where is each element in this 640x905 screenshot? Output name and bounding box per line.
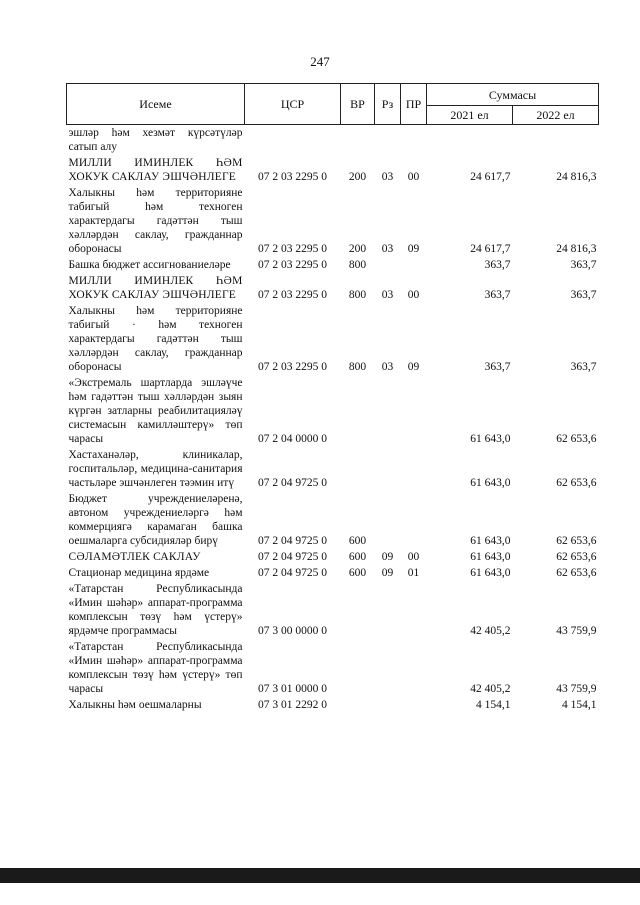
cell-rz: 03 [381,243,394,255]
cell-br: 200 [348,243,367,255]
header-br: ВР [341,84,375,125]
table-row [67,447,599,491]
cell-sum-2022: 4 154,1 [562,699,597,711]
table-row [67,491,599,549]
cell-rz [375,257,401,273]
cell-rz: 03 [381,171,394,183]
cell-sum-2021: 363,7 [484,259,511,271]
cell-sum-2022 [513,125,599,156]
table-row [67,375,599,447]
cell-sum-2021: 42 405,2 [470,683,511,695]
cell-csr: 07 2 04 9725 0 [258,551,327,563]
header-csr: ЦСР [245,84,341,125]
cell-rz: 03 [381,361,394,373]
cell-csr: 07 2 03 2295 0 [258,243,327,255]
cell-name: Стационар медицина ярдәме [68,567,210,579]
cell-br: 800 [348,361,367,373]
cell-br [341,639,375,697]
header-name: Исеме [67,84,245,125]
cell-pr: 09 [407,361,420,373]
cell-sum-2021: 24 617,7 [470,243,511,255]
cell-sum-2022: 43 759,9 [556,625,597,637]
table-row [67,549,599,565]
cell-br [341,375,375,447]
cell-pr [401,125,427,156]
cell-name: эшләр һәм хезмәт күрсәтүләр сатып алу [68,127,243,153]
table-row [67,565,599,581]
cell-name: Халыкны һәм территорияне табигый һәм техноген характердагы гадәттән тыш хәлләрдән саклау, гражданнар оборонасы [68,187,243,255]
cell-pr: 01 [407,567,420,579]
cell-name: «Экстремаль шартларда эшләүче һәм гадәттән тыш хәлләрдән зыян күргән затларны реабилитацияләү системасын камилләштерү» төп чарасы [68,377,243,445]
header-rz: Рз [375,84,401,125]
cell-sum-2021 [427,125,513,156]
cell-rz: 09 [381,551,394,563]
cell-csr [245,125,341,156]
cell-csr: 07 2 03 2295 0 [258,259,327,271]
cell-csr: 07 3 01 0000 0 [258,683,327,695]
cell-rz [375,125,401,156]
page-number: 247 [310,54,330,69]
cell-sum-2021: 61 643,0 [470,551,511,563]
cell-pr [401,375,427,447]
cell-name: «Татарстан Республикасында «Имин шәһәр» аппарат-программа комплексын төзү һәм үстерү» ярдәмче программасы [68,583,243,637]
table-row [67,303,599,375]
budget-table [66,83,599,713]
cell-rz [375,491,401,549]
cell-sum-2022: 62 653,6 [556,433,597,445]
cell-br: 200 [348,171,367,183]
cell-br: 600 [348,535,367,547]
table-row [67,185,599,257]
table-row [67,257,599,273]
cell-name: Бюджет учреждениеләренә, автоном учреждениеләргә һәм коммерциягә карамаган башка оешмаларга субсидияләр бирү [68,493,243,547]
cell-pr: 00 [407,551,420,563]
table-row [67,581,599,639]
cell-sum-2021: 4 154,1 [476,699,511,711]
cell-name: МИЛЛИ ИМИНЛЕК ҺӘМ ХОКУК САКЛАУ ЭШЧӘНЛЕГЕ [68,275,243,301]
cell-csr: 07 2 03 2295 0 [258,171,327,183]
cell-csr: 07 2 03 2295 0 [258,361,327,373]
cell-pr [401,447,427,491]
cell-br: 800 [348,259,367,271]
cell-csr: 07 2 04 0000 0 [258,433,327,445]
cell-rz: 03 [381,289,394,301]
cell-br: 800 [348,289,367,301]
cell-pr [401,697,427,713]
cell-br [341,697,375,713]
cell-rz [375,697,401,713]
table-row [67,697,599,713]
cell-rz: 09 [381,567,394,579]
scan-edge-bar [0,868,640,883]
cell-br [341,581,375,639]
header-sums: Суммасы [427,84,599,106]
cell-rz [375,447,401,491]
cell-sum-2022: 363,7 [570,361,597,373]
table-row [67,639,599,697]
cell-sum-2021: 61 643,0 [470,567,511,579]
cell-sum-2022: 363,7 [570,289,597,301]
cell-sum-2021: 363,7 [484,289,511,301]
cell-csr: 07 3 01 2292 0 [258,699,327,711]
cell-br: 600 [348,567,367,579]
cell-sum-2021: 61 643,0 [470,477,511,489]
cell-csr: 07 2 04 9725 0 [258,477,327,489]
cell-csr: 07 2 04 9725 0 [258,535,327,547]
cell-br: 600 [348,551,367,563]
cell-br [341,447,375,491]
cell-rz [375,375,401,447]
cell-pr [401,257,427,273]
cell-pr [401,581,427,639]
cell-sum-2021: 42 405,2 [470,625,511,637]
cell-sum-2022: 43 759,9 [556,683,597,695]
cell-pr: 09 [407,243,420,255]
cell-csr: 07 2 03 2295 0 [258,289,327,301]
header-pr: ПР [401,84,427,125]
cell-pr: 00 [407,289,420,301]
cell-sum-2022: 62 653,6 [556,567,597,579]
cell-rz [375,639,401,697]
cell-name: МИЛЛИ ИМИНЛЕК ҺӘМ ХОКУК САКЛАУ ЭШЧӘНЛЕГЕ [68,157,243,183]
table-row [67,125,599,156]
cell-sum-2021: 363,7 [484,361,511,373]
cell-sum-2021: 61 643,0 [470,535,511,547]
cell-name: Халыкны һәм оешмаларны [68,699,202,711]
cell-name: Халыкны һәм территорияне табигый · һәм техноген характердагы гадәттән тыш хәлләрдән саклау, гражданнар оборонасы [68,305,243,373]
cell-sum-2022: 363,7 [570,259,597,271]
header-year-2021: 2021 ел [427,106,513,125]
cell-sum-2021: 24 617,7 [470,171,511,183]
cell-pr [401,491,427,549]
cell-csr: 07 2 04 9725 0 [258,567,327,579]
cell-br [341,125,375,156]
table-body [67,125,599,714]
cell-sum-2022: 62 653,6 [556,551,597,563]
table-row [67,273,599,303]
cell-name: «Татарстан Республикасында «Имин шәһәр» аппарат-программа комплексын төзү һәм үстерү» төп чарасы [68,641,243,695]
cell-sum-2022: 24 816,3 [556,243,597,255]
cell-pr: 00 [407,171,420,183]
table-row [67,155,599,185]
header-year-2022: 2022 ел [513,106,599,125]
cell-sum-2022: 62 653,6 [556,477,597,489]
cell-sum-2022: 62 653,6 [556,535,597,547]
cell-sum-2022: 24 816,3 [556,171,597,183]
cell-name: СӘЛАМӘТЛЕК САКЛАУ [68,551,201,563]
cell-pr [401,639,427,697]
cell-sum-2021: 61 643,0 [470,433,511,445]
cell-name: Хастаханәләр, клиникалар, госпитальләр, медицина-санитария частьләре эшчәнлеген тәэмин итү [68,449,243,489]
cell-rz [375,581,401,639]
cell-name: Башка бюджет ассигнованиеләре [68,259,231,271]
cell-csr: 07 3 00 0000 0 [258,625,327,637]
